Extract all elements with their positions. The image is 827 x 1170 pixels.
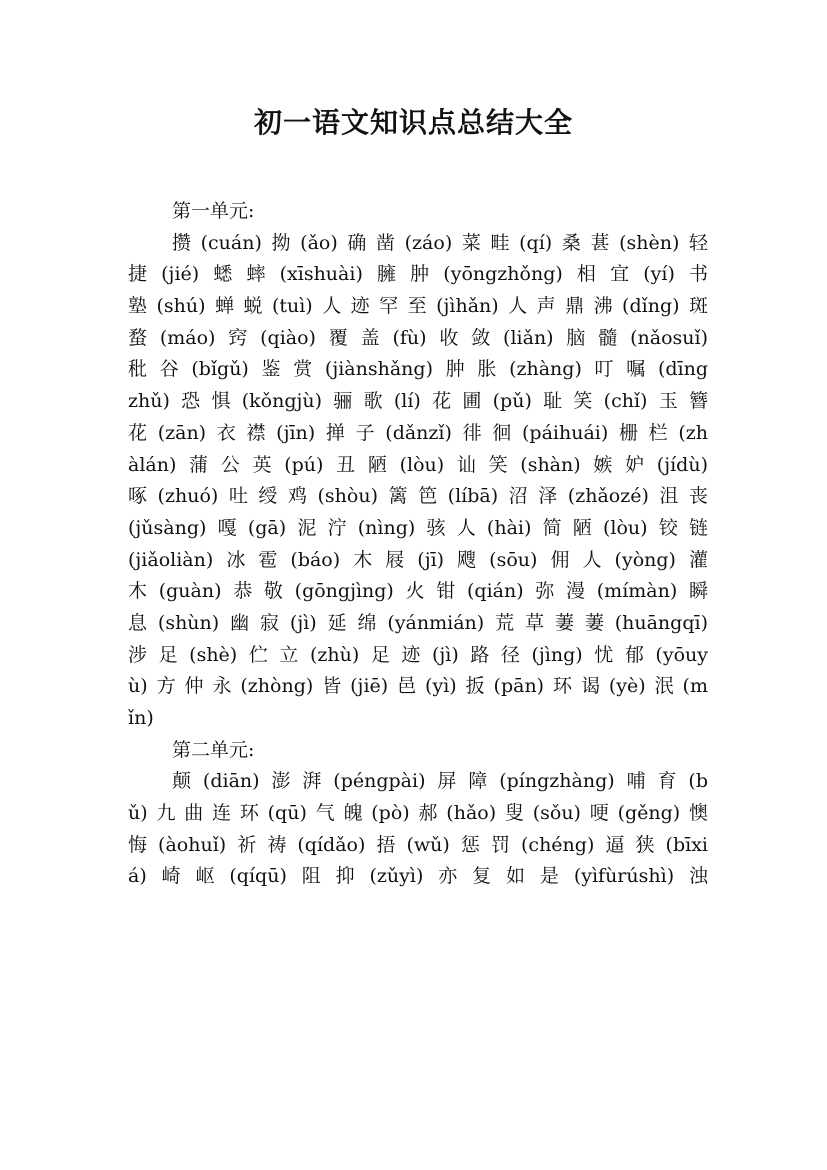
text-line: zhǔ)恐惧(kǒngjù)骊歌(lí)花圃(pǔ)耻笑(chǐ)玉簪 bbox=[128, 390, 708, 413]
section-heading-unit-1: 第一单元: bbox=[172, 200, 255, 222]
section-paragraph-unit-2 bbox=[128, 766, 708, 893]
text-line: ǔ)九曲连环(qū)气魄(pò)郝(hǎo)叟(sǒu)哽(gěng)懊 bbox=[128, 802, 708, 825]
text-line: 捷(jié)蟋蟀(xīshuài)臃肿(yōngzhǒng)相宜(yí)书 bbox=[128, 263, 708, 286]
text-line: 塾(shú)蝉蜕(tuì)人迹罕至(jìhǎn)人声鼎沸(dǐng)斑 bbox=[128, 295, 708, 318]
section-paragraph-unit-1 bbox=[128, 228, 708, 735]
text-line: 花(zān)衣襟(jīn)掸子(dǎnzǐ)徘徊(páihuái)栅栏(zh bbox=[128, 421, 708, 444]
text-line: ù)方仲永(zhòng)皆(jiē)邑(yì)扳(pān)环谒(yè)泯(m bbox=[128, 675, 708, 698]
text-line: 息(shùn)幽寂(jì)延绵(yánmián)荒草萋萋(huāngqī) bbox=[128, 611, 708, 634]
text-line: 悔(àohuǐ)祈祷(qídǎo)捂(wǔ)惩罚(chéng)逼狭(bīxi bbox=[128, 833, 708, 856]
text-line: 秕谷(bǐgǔ)鉴赏(jiànshǎng)肿胀(zhàng)叮嘱(dīng bbox=[128, 358, 708, 381]
text-line: 木(guàn)恭敬(gōngjìng)火钳(qián)弥漫(mímàn)瞬 bbox=[128, 580, 708, 603]
text-line: 啄(zhuó)吐绶鸡(shòu)篱笆(líbā)沼泽(zhǎozé)沮丧 bbox=[128, 485, 708, 508]
text-line: ǐn) bbox=[128, 707, 154, 729]
text-line: 蝥(máo)窍(qiào)覆盖(fù)收敛(liǎn)脑髓(nǎosuǐ) bbox=[128, 326, 708, 349]
text-line: (jǔsàng)嘎(gā)泥泞(nìng)骇人(hài)简陋(lòu)铰链 bbox=[128, 516, 708, 539]
document-body bbox=[128, 196, 708, 893]
text-line: á)崎岖(qíqū)阻抑(zǔyì)亦复如是(yìfùrúshì)浊 bbox=[128, 865, 708, 888]
text-line: 涉足(shè)伫立(zhù)足迹(jì)路径(jìng)忧郁(yōuy bbox=[128, 643, 708, 666]
section-heading-unit-2: 第二单元: bbox=[172, 738, 255, 761]
text-line: 攒(cuán)拗(ǎo)确凿(záo)菜畦(qí)桑葚(shèn)轻 bbox=[172, 231, 708, 254]
text-line: (jiǎoliàn)冰雹(báo)木屐(jī)飕(sōu)佣人(yòng)灌 bbox=[128, 548, 708, 571]
page-title: 初一语文知识点总结大全 bbox=[253, 106, 573, 139]
text-line: 颠(diān)澎湃(péngpài)屏障(píngzhàng)哺育(b bbox=[172, 770, 708, 793]
text-line: àlán)蒲公英(pú)丑陋(lòu)讪笑(shàn)嫉妒(jídù) bbox=[128, 453, 708, 476]
